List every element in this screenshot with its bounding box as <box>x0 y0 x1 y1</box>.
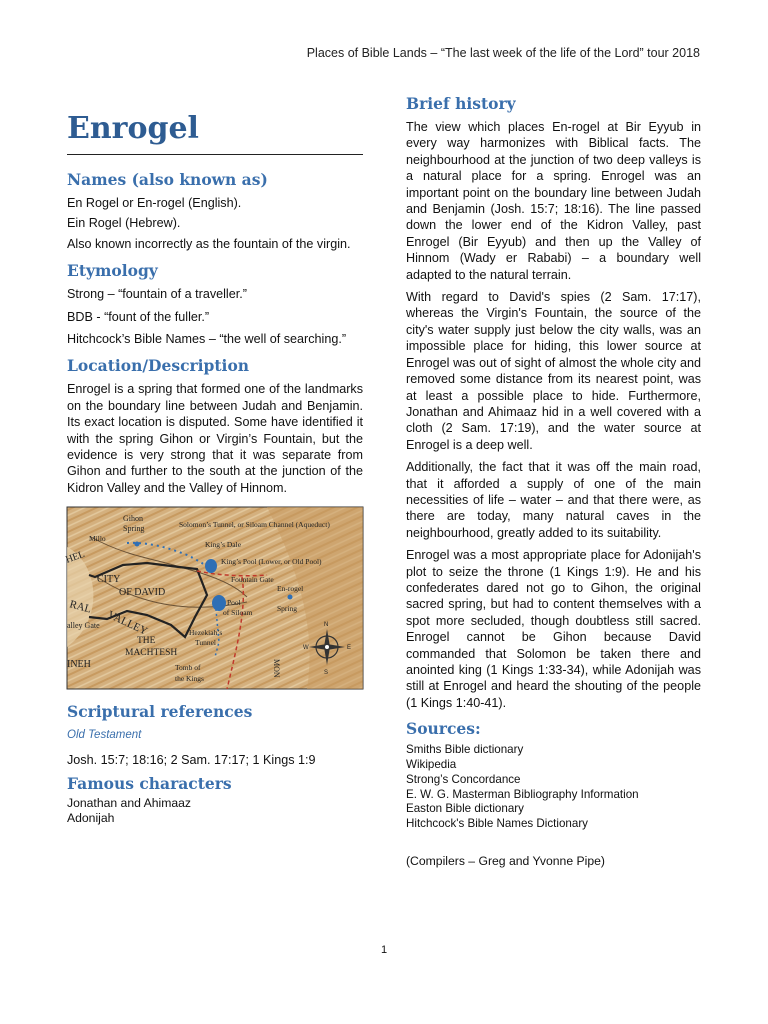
compass-s: S <box>324 670 329 677</box>
etymology-line: Hitchcock’s Bible Names – “the well of searching.” <box>67 332 347 347</box>
map-label-the-kings: the Kings <box>175 674 204 684</box>
names-line: Ein Rogel (Hebrew). <box>67 216 181 231</box>
source-item: Wikipedia <box>406 758 457 772</box>
map-label-city: CITY <box>97 574 121 586</box>
map-label-hezekiahs: Hezekiah’s <box>189 628 223 638</box>
map-label-pool: Pool <box>227 598 241 608</box>
scriptural-heading: Scriptural references <box>67 702 253 722</box>
running-head: Places of Bible Lands – “The last week of the life of the Lord” tour 2018 <box>306 46 700 60</box>
history-paragraph: With regard to David's spies (2 Sam. 17:17), whereas the Virgin's Fountain, the source of the city's water supply just below the city walls, was an impossible place for hiding, this lower source at Enrogel was out of sight of almost the whole city and removed some distance from its nearest point, was at least a possible place to hide. Furthermore, Jonathan and Ahimaaz hid in a well covered with a cloth (2 Sam. 17:19), and the water source at Enrogel is a deep well. <box>406 290 701 452</box>
map-label-valley: VALLEY <box>105 609 150 638</box>
source-item: E. W. G. Masterman Bibliography Information <box>406 787 639 801</box>
famous-character: Adonijah <box>67 811 115 826</box>
old-testament-label: Old Testament <box>67 729 142 742</box>
map-label-millo: Millo <box>89 534 106 544</box>
history-paragraph: The view which places En-rogel at Bir Eyyub in every way harmonizes with Biblical facts. The neighbourhood at the junction of two deep valleys is a natural place for a spring. Enrogel was an important point on the boundary line between Judah and Benjamin (Josh. 15:7; 18:16). The line passed down the lower end of the Kidron Valley, past Enrogel (Bir Eyyub) and then up the Valley of Hinnom (Wady er Rababi) – a boundary well adapted to the natural terrain. <box>406 120 701 282</box>
names-line: En Rogel or En-rogel (English). <box>67 196 242 210</box>
map-label-the: THE <box>137 636 156 647</box>
map-label-tunnel: Tunnel <box>195 638 216 648</box>
names-line: Also known incorrectly as the fountain of the virgin. <box>67 236 351 251</box>
en-rogel-spring-dot <box>288 595 293 600</box>
map-label-kidron: MON <box>272 659 281 678</box>
compass-w: W <box>303 645 309 652</box>
source-item: Hitchcock's Bible Names Dictionary <box>406 817 588 831</box>
map-label-solomons-tunnel: Solomon’s Tunnel, or Siloam Channel (Aqueduct) <box>179 520 330 530</box>
map-label-machtesh: MACHTESH <box>125 648 178 659</box>
source-item: Strong’s Concordance <box>406 772 521 786</box>
map-label-gihon: Gihon <box>123 514 143 524</box>
names-heading: Names (also known as) <box>67 170 268 189</box>
etymology-line: Strong – “fountain of a traveller.” <box>67 287 247 302</box>
sources-list <box>406 743 701 832</box>
sources-heading: Sources: <box>406 719 481 739</box>
map-label-of-david: OF DAVID <box>119 587 166 599</box>
map-label-of-siloam: of Siloam <box>223 608 253 618</box>
map-label-spring: Spring <box>123 524 145 534</box>
famous-character: Jonathan and Ahimaaz <box>67 796 191 811</box>
map-label-tomb-of: Tomb of <box>175 663 201 673</box>
map-label-kings-pool: King’s Pool (Lower, or Old Pool) <box>221 557 322 567</box>
brief-history-heading: Brief history <box>406 94 516 113</box>
map-label-ineh: INEH <box>67 659 91 671</box>
kings-pool <box>205 559 217 573</box>
compass-n: N <box>324 622 329 629</box>
map-label-en-rogel-spring: Spring <box>277 604 298 614</box>
map-label-ral: RAL <box>68 598 93 616</box>
map-label-kings-dale: King’s Dale <box>205 540 242 550</box>
left-column <box>64 90 363 826</box>
title-divider <box>67 154 363 155</box>
map-label-fountain-gate: Fountain Gate <box>231 575 274 585</box>
source-item: Easton Bible dictionary <box>406 802 524 816</box>
source-item: Smiths Bible dictionary <box>406 743 524 757</box>
location-heading: Location/Description <box>67 356 250 376</box>
etymology-line: BDB - “fount of the fuller.” <box>67 309 210 324</box>
page-title: Enrogel <box>67 111 199 146</box>
map-label-hel: HEL <box>64 549 87 567</box>
compilers-credit: (Compilers – Greg and Yvonne Pipe) <box>406 854 605 868</box>
right-column <box>406 90 701 869</box>
map-label-en-rogel: En-rogel <box>277 584 304 594</box>
map-label-valley-gate: alley Gate <box>67 621 100 631</box>
location-text: Enrogel is a spring that formed one of the landmarks on the boundary line between Judah and Benjamin. Its exact location is disputed. Some have identified it with the spring Gihon or Virgin’s Fountain, but the evidence is very strong that it was separate from Gihon and further to the south at the junction of the Kidron Valley and the Valley of Hinnom. <box>67 382 363 495</box>
famous-heading: Famous characters <box>67 774 232 794</box>
scriptural-text: Josh. 15:7; 18:16; 2 Sam. 17:17; 1 Kings 1:9 <box>67 752 316 767</box>
etymology-heading: Etymology <box>67 261 158 281</box>
history-paragraph: Enrogel was a most appropriate place for Adonijah's plot to seize the throne (1 Kings 1:9). He and his confederates dared not go to Gihon, the original sacred spring, but had to content themselves with a spot more secluded, though doubtless still sacred. Enrogel cannot be Gihon because David commanded that Solomon be taken there and anointed king (1 Kings 1:33-34), while Adonijah was still at Enrogel and heard the shouting of the people (1 Kings 1:40-41). <box>406 548 701 710</box>
history-paragraph: Additionally, the fact that it was off the main road, that it afforded a supply of one of the main necessities of life – water – and that there were, as there are today, many natural caves in the neighbourhood, greatly added to its suitability. <box>406 460 701 540</box>
gihon-spring-dot <box>135 542 140 547</box>
page-number: 1 <box>380 944 388 956</box>
compass-e: E <box>347 645 352 652</box>
jerusalem-map <box>64 507 363 689</box>
